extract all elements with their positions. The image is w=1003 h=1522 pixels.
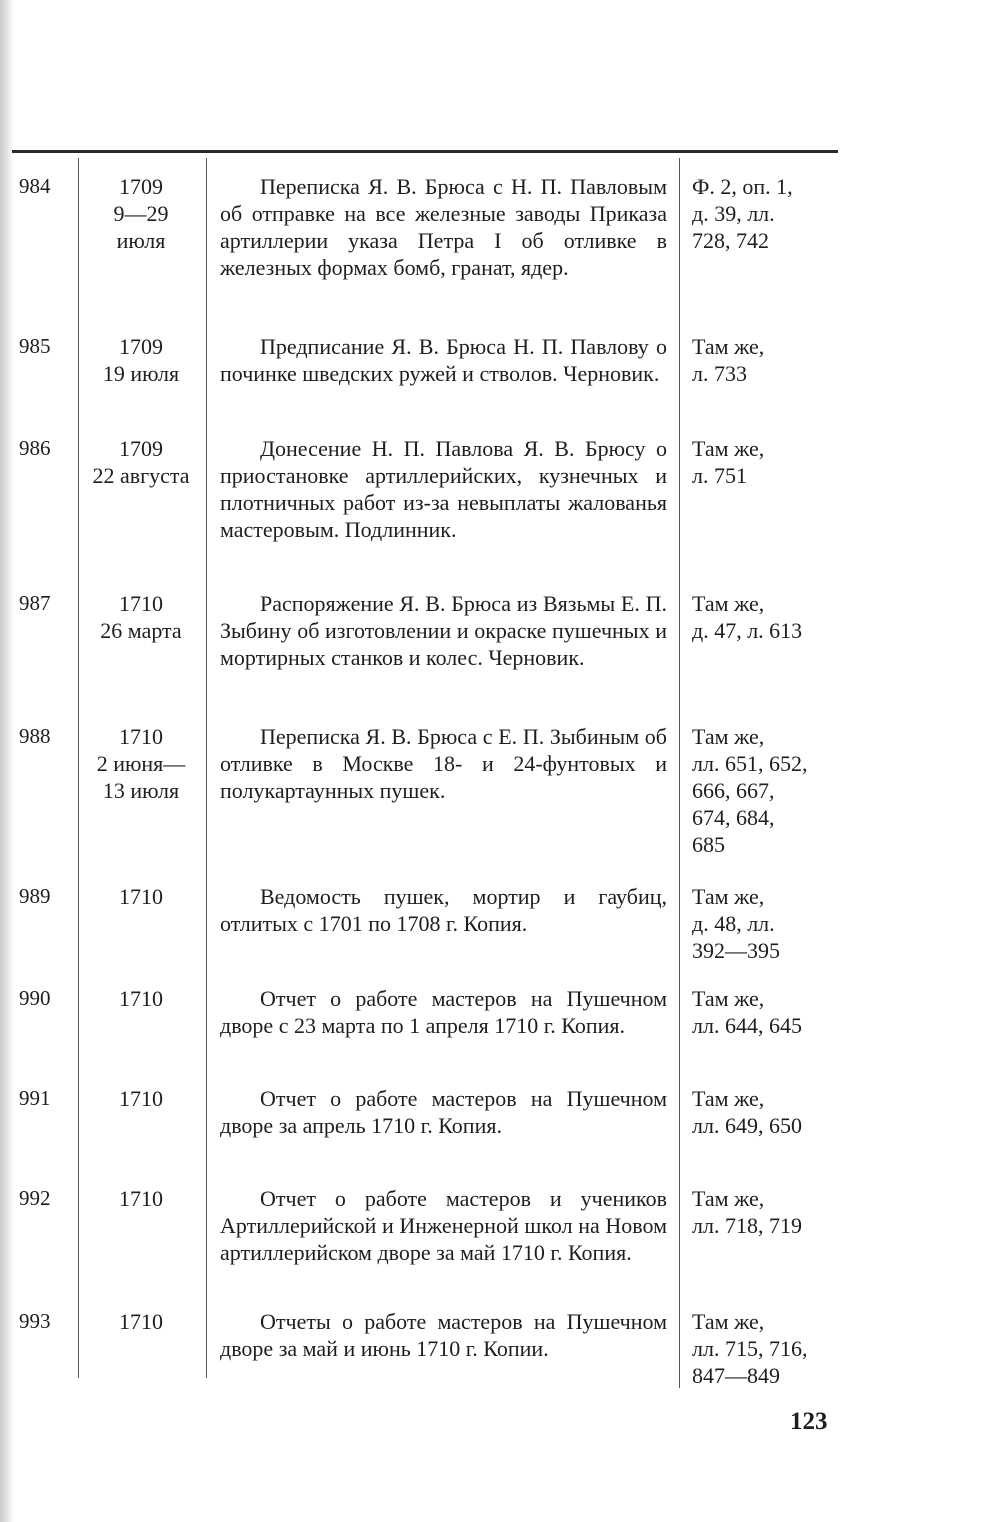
entry-reference: Там же, лл. 651, 652, 666, 667, 674, 684, 685	[692, 724, 808, 857]
column-divider-3	[679, 158, 680, 1388]
entry-reference: Ф. 2, оп. 1, д. 39, лл. 728, 742	[692, 174, 793, 253]
entry-number: 992	[19, 1186, 51, 1210]
entry-reference: Там же, лл. 715, 716, 847—849	[692, 1309, 808, 1388]
entry-date: 1710	[119, 1309, 163, 1334]
table-top-rule	[12, 150, 838, 153]
entry-description: Переписка Я. В. Брюса с Н. П. Павловым об отправке на все железные заводы Приказа артиллерии указа Петра I об отливке в железных формах бомб, гранат, ядер.	[220, 174, 667, 280]
entry-date: 1709 9—29 июля	[113, 174, 169, 253]
entry-description: Отчеты о работе мастеров на Пушечном дворе за май и июнь 1710 г. Копии.	[220, 1309, 667, 1361]
entry-number: 991	[19, 1086, 51, 1110]
entry-date: 1710	[119, 1186, 163, 1211]
entry-date: 1710	[119, 1086, 163, 1111]
entry-description: Предписание Я. В. Брюса Н. П. Павлову о починке шведских ружей и стволов. Черновик.	[220, 334, 667, 386]
entry-number: 986	[19, 436, 51, 460]
entry-description: Отчет о работе мастеров на Пушечном дворе за апрель 1710 г. Копия.	[220, 1086, 667, 1138]
entry-description: Переписка Я. В. Брюса с Е. П. Зыбиным об отливке в Москве 18- и 24-фунтовых и полукартаунных пушек.	[220, 724, 667, 803]
entry-description: Отчет о работе мастеров на Пушечном дворе с 23 марта по 1 апреля 1710 г. Копия.	[220, 986, 667, 1038]
entry-reference: Там же, л. 751	[692, 436, 765, 488]
entry-reference: Там же, л. 733	[692, 334, 765, 386]
entry-reference: Там же, д. 47, л. 613	[692, 591, 803, 643]
page-edge-shadow	[0, 0, 14, 1522]
entry-number: 993	[19, 1309, 51, 1333]
entry-number: 984	[19, 174, 51, 198]
entry-date: 1710	[119, 986, 163, 1011]
entry-description: Ведомость пушек, мортир и гаубиц, отлитых с 1701 по 1708 г. Копия.	[220, 884, 667, 936]
column-divider-2	[206, 158, 207, 1378]
entry-reference: Там же, лл. 718, 719	[692, 1186, 802, 1238]
entry-date: 1710 26 марта	[100, 591, 182, 643]
column-divider-1	[78, 158, 79, 1378]
entry-reference: Там же, лл. 644, 645	[692, 986, 802, 1038]
entry-reference: Там же, д. 48, лл. 392—395	[692, 884, 780, 963]
entry-date: 1710	[119, 884, 163, 909]
entry-number: 985	[19, 334, 51, 358]
entry-date: 1709 19 июля	[102, 334, 180, 386]
entry-description: Распоряжение Я. В. Брюса из Вязьмы Е. П. Зыбину об изготовлении и окраске пушечных и мортирных станков и колес. Черновик.	[220, 591, 667, 670]
entry-number: 988	[19, 724, 51, 748]
entry-reference: Там же, лл. 649, 650	[692, 1086, 802, 1138]
entry-number: 987	[19, 591, 51, 615]
entry-description: Отчет о работе мастеров и учеников Артиллерийской и Инженерной школ на Новом артиллерийском дворе за май 1710 г. Копия.	[220, 1186, 667, 1265]
entry-description: Донесение Н. П. Павлова Я. В. Брюсу о приостановке артиллерийских, кузнечных и плотничных работ из-за невыплаты жалованья мастеровым. Подлинник.	[220, 436, 667, 542]
entry-date: 1710 2 июня— 13 июля	[96, 724, 186, 803]
page-number: 123	[790, 1408, 828, 1435]
entry-date: 1709 22 августа	[92, 436, 190, 488]
entry-number: 990	[19, 986, 51, 1010]
entry-number: 989	[19, 884, 51, 908]
